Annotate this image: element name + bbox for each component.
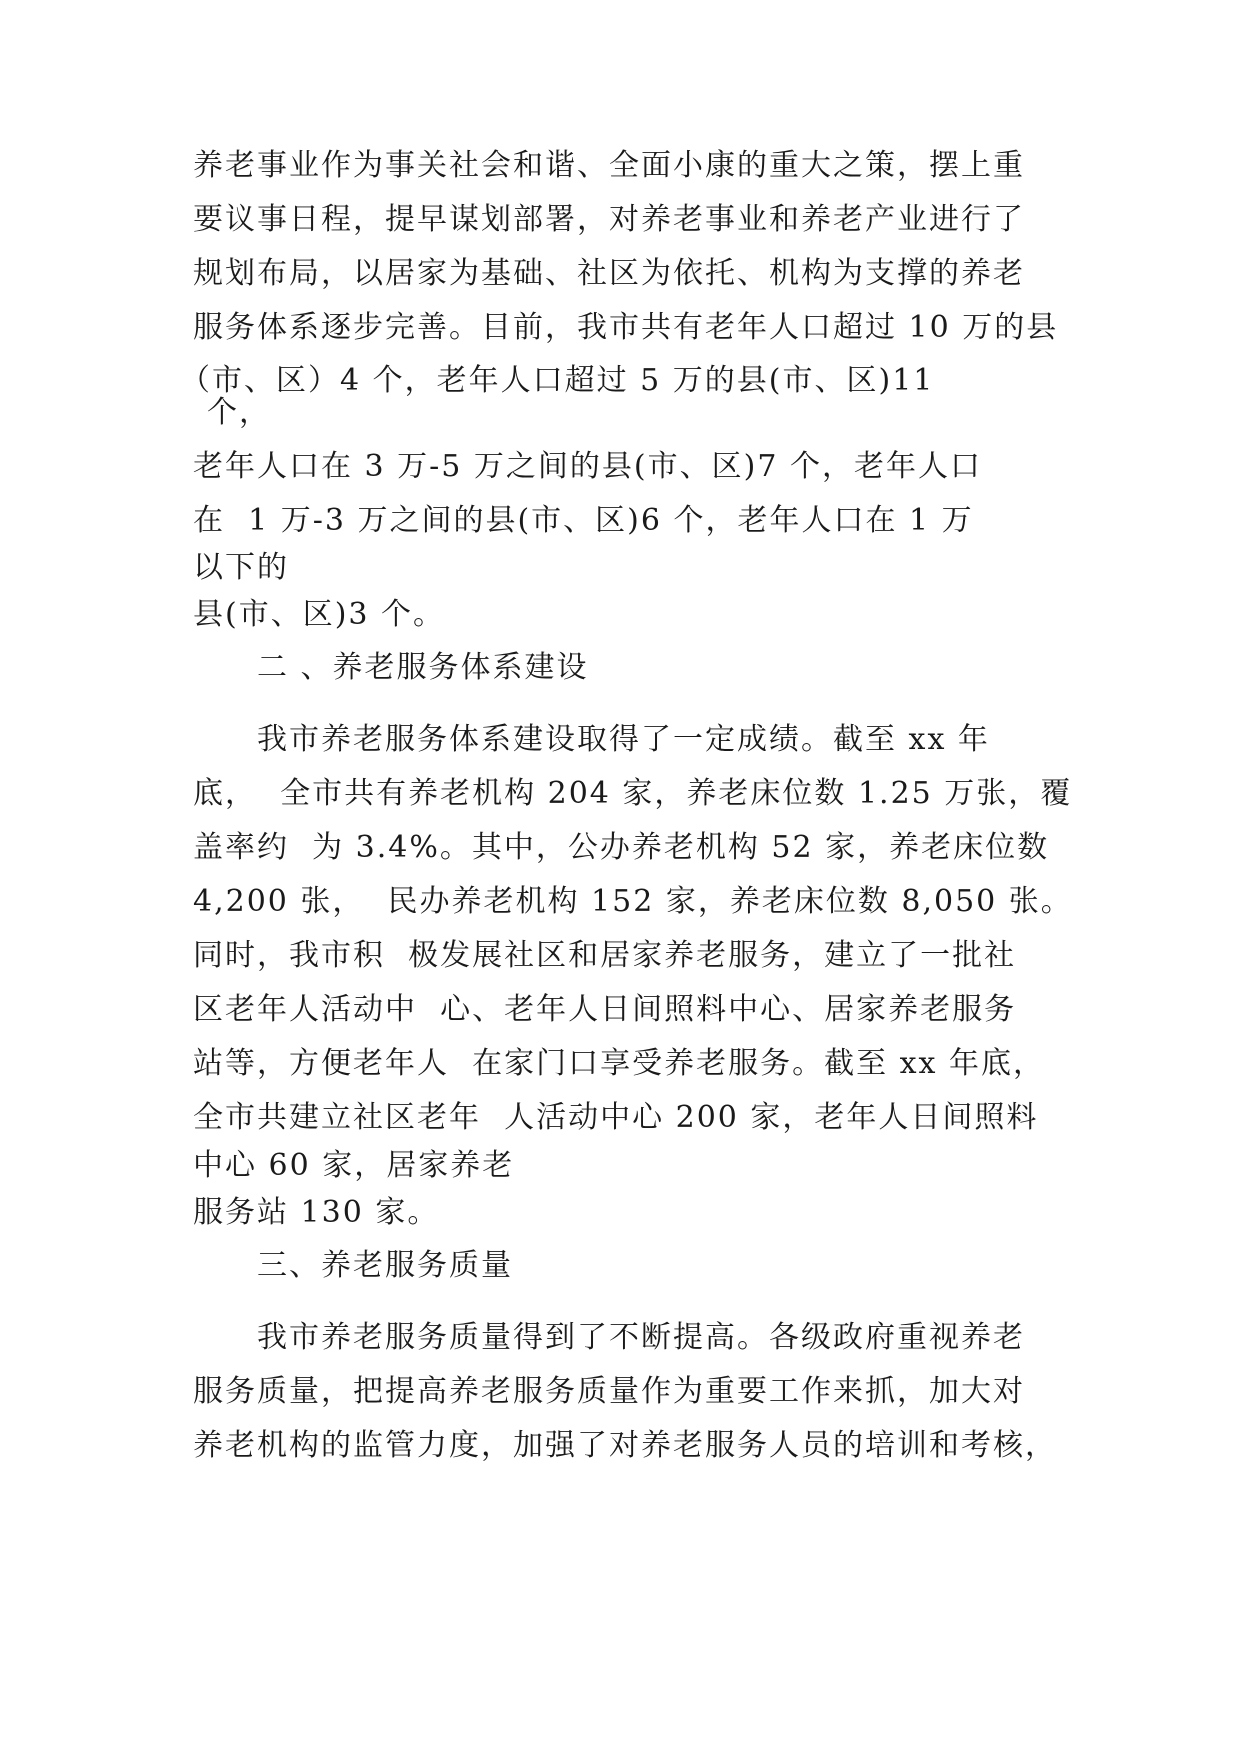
paragraph-line: 在 1 万-3 万之间的县(市、区)6 个，老年人口在 1 万	[193, 503, 974, 538]
paragraph-line: 个，	[207, 395, 271, 430]
paragraph-line: 规划布局，以居家为基础、社区为依托、机构为支撑的养老	[193, 256, 1025, 291]
paragraph-line: 中心 60 家，居家养老	[193, 1148, 515, 1183]
paragraph-line: 同时，我市积 极发展社区和居家养老服务，建立了一批社	[193, 938, 1017, 973]
section-heading: 三、养老服务质量	[257, 1248, 513, 1283]
paragraph-line: 站等，方便老年人 在家门口享受养老服务。截至 xx 年底，	[193, 1046, 1045, 1081]
paragraph-line: 我市养老服务体系建设取得了一定成绩。截至 xx 年	[257, 722, 990, 757]
section-heading: 二 、养老服务体系建设	[257, 650, 589, 685]
paragraph-line: 4,200 张， 民办养老机构 152 家，养老床位数 8,050 张。	[193, 884, 1073, 919]
paragraph-line: 服务体系逐步完善。目前，我市共有老年人口超过 10 万的县	[193, 310, 1059, 345]
paragraph-line: 盖率约 为 3.4%。其中，公办养老机构 52 家，养老床位数	[193, 830, 1050, 865]
paragraph-line: 底， 全市共有养老机构 204 家，养老床位数 1.25 万张，覆	[193, 776, 1073, 811]
paragraph-line: 老年人口在 3 万-5 万之间的县(市、区)7 个，老年人口	[193, 449, 982, 484]
paragraph-line: 养老事业作为事关社会和谐、全面小康的重大之策，摆上重	[193, 148, 1025, 183]
paragraph-line: （市、区）4 个，老年人口超过 5 万的县(市、区)11	[180, 363, 935, 398]
paragraph-line: 我市养老服务质量得到了不断提高。各级政府重视养老	[257, 1320, 1025, 1355]
paragraph-line: 服务质量，把提高养老服务质量作为重要工作来抓，加大对	[193, 1374, 1025, 1409]
paragraph-line: 养老机构的监管力度，加强了对养老服务人员的培训和考核，	[193, 1428, 1057, 1463]
paragraph-line: 县(市、区)3 个。	[193, 597, 446, 632]
paragraph-line: 全市共建立社区老年 人活动中心 200 家，老年人日间照料	[193, 1100, 1039, 1135]
paragraph-line: 以下的	[193, 550, 289, 585]
paragraph-line: 服务站 130 家。	[193, 1195, 440, 1230]
paragraph-line: 区老年人活动中 心、老年人日间照料中心、居家养老服务	[193, 992, 1017, 1027]
paragraph-line: 要议事日程，提早谋划部署，对养老事业和养老产业进行了	[193, 202, 1025, 237]
